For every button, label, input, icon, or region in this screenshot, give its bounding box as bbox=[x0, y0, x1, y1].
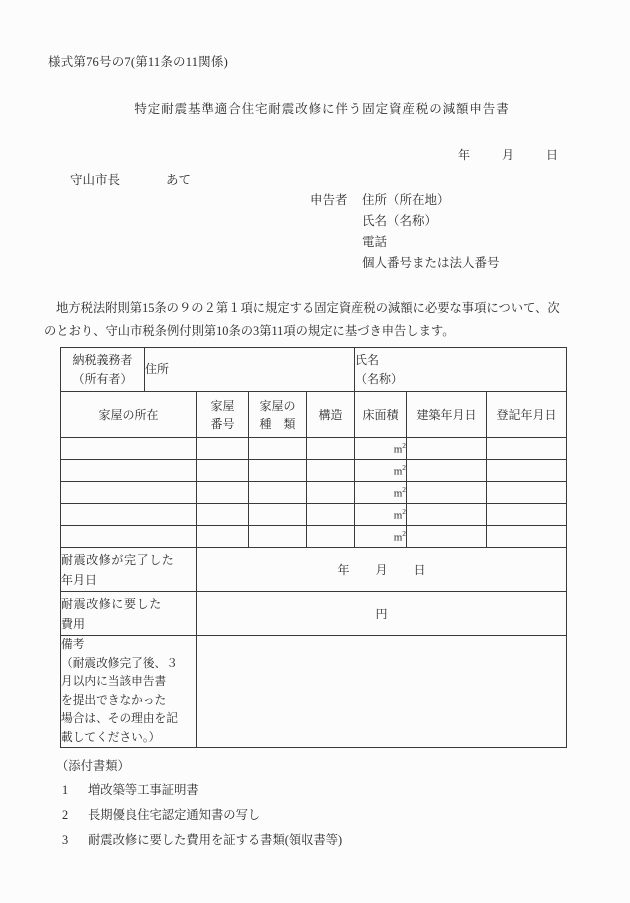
completion-date-label-line2: 年月日 bbox=[61, 572, 98, 587]
completion-day-label: 日 bbox=[413, 563, 426, 577]
applicant-role-label: 申告者 bbox=[310, 193, 348, 207]
attachment-label: 増改築等工事証明書 bbox=[88, 783, 199, 797]
cell-structure[interactable] bbox=[307, 482, 355, 504]
body-paragraph bbox=[44, 297, 584, 343]
completion-date-value[interactable] bbox=[197, 548, 567, 592]
cell-floor-area[interactable] bbox=[355, 482, 407, 504]
completion-date-row bbox=[61, 548, 567, 592]
floor-area-unit: m bbox=[393, 509, 403, 522]
date-day-label: 日 bbox=[545, 148, 558, 162]
col-header-location: 家屋の所在 bbox=[61, 392, 197, 438]
col-header-house-number bbox=[197, 392, 249, 438]
attachment-label: 長期優良住宅認定通知書の写し bbox=[88, 808, 261, 822]
cell-floor-area[interactable] bbox=[355, 526, 407, 548]
addressee-suffix: あて bbox=[166, 173, 192, 187]
list-item bbox=[56, 803, 342, 828]
cell-house-number[interactable] bbox=[197, 460, 249, 482]
col-header-floor-area: 床面積 bbox=[355, 392, 407, 438]
cell-floor-area[interactable] bbox=[355, 504, 407, 526]
cell-build-date[interactable] bbox=[407, 460, 487, 482]
date-line bbox=[458, 146, 558, 163]
remark-label-line1: 備考 bbox=[61, 638, 85, 651]
cell-house-type[interactable] bbox=[249, 504, 307, 526]
cost-label-line2: 費用 bbox=[61, 616, 86, 631]
applicant-block bbox=[310, 190, 500, 274]
table-row bbox=[61, 460, 567, 482]
cost-label-line1: 耐震改修に要した bbox=[61, 596, 162, 611]
cell-structure[interactable] bbox=[307, 504, 355, 526]
cell-location[interactable] bbox=[61, 526, 197, 548]
list-item bbox=[56, 828, 342, 853]
remark-label-line2: （耐震改修完了後、３ bbox=[61, 656, 178, 670]
cell-house-type[interactable] bbox=[249, 438, 307, 460]
owner-name-label-line2: （名称） bbox=[355, 371, 404, 386]
cell-structure[interactable] bbox=[307, 438, 355, 460]
cell-location[interactable] bbox=[61, 438, 197, 460]
cell-floor-area[interactable] bbox=[355, 460, 407, 482]
owner-address-cell[interactable] bbox=[145, 348, 355, 392]
completion-date-label bbox=[61, 548, 197, 592]
cell-register-date[interactable] bbox=[487, 504, 567, 526]
cell-build-date[interactable] bbox=[407, 504, 487, 526]
floor-area-exponent: 2 bbox=[402, 485, 407, 495]
cell-register-date[interactable] bbox=[487, 438, 567, 460]
cell-house-number[interactable] bbox=[197, 438, 249, 460]
remark-label-line5: 場合は、その理由を記 bbox=[61, 712, 178, 725]
floor-area-unit: m bbox=[393, 443, 403, 456]
completion-date-label-line1: 耐震改修が完了した bbox=[61, 552, 175, 567]
floor-area-exponent: 2 bbox=[402, 507, 407, 517]
applicant-name-label: 氏名（名称） bbox=[362, 214, 438, 228]
owner-label-line1: 納税義務者 bbox=[72, 352, 133, 367]
attachment-number: 2 bbox=[62, 808, 69, 822]
table-row bbox=[61, 504, 567, 526]
cost-unit-label: 円 bbox=[375, 607, 388, 621]
applicant-name-row bbox=[310, 211, 500, 232]
applicant-idnumber-row bbox=[310, 253, 500, 274]
floor-area-exponent: 2 bbox=[402, 529, 407, 539]
addressee-name: 守山市長 bbox=[70, 173, 121, 187]
col-header-house-type-line2: 種 類 bbox=[259, 416, 296, 431]
cell-house-number[interactable] bbox=[197, 526, 249, 548]
col-header-house-number-line2: 番号 bbox=[210, 416, 235, 431]
attachments-heading: （添付書類） bbox=[56, 759, 130, 773]
remark-value[interactable] bbox=[197, 636, 567, 748]
cell-house-type[interactable] bbox=[249, 526, 307, 548]
cell-register-date[interactable] bbox=[487, 482, 567, 504]
cell-build-date[interactable] bbox=[407, 482, 487, 504]
completion-year-label: 年 bbox=[337, 563, 350, 577]
col-header-house-type bbox=[249, 392, 307, 438]
cost-row bbox=[61, 592, 567, 636]
remark-label-line3: 月以内に当該申告書 bbox=[61, 675, 167, 688]
cell-structure[interactable] bbox=[307, 526, 355, 548]
cell-structure[interactable] bbox=[307, 460, 355, 482]
cell-house-type[interactable] bbox=[249, 482, 307, 504]
column-header-row bbox=[61, 392, 567, 438]
cell-location[interactable] bbox=[61, 504, 197, 526]
table-row bbox=[61, 482, 567, 504]
floor-area-exponent: 2 bbox=[402, 441, 407, 451]
addressee bbox=[70, 170, 191, 188]
col-header-house-type-line1: 家屋の bbox=[259, 398, 296, 413]
remark-label-line6: 載してください。） bbox=[61, 730, 161, 744]
floor-area-unit: m bbox=[393, 487, 403, 500]
attachments-section bbox=[56, 755, 342, 853]
cell-register-date[interactable] bbox=[487, 460, 567, 482]
date-month-label: 月 bbox=[501, 148, 514, 162]
floor-area-unit: m bbox=[393, 531, 403, 544]
owner-label-cell bbox=[61, 348, 145, 392]
owner-label-line2: （所有者） bbox=[72, 371, 133, 386]
cell-location[interactable] bbox=[61, 460, 197, 482]
applicant-address-label: 住所（所在地） bbox=[362, 193, 450, 207]
cost-label bbox=[61, 592, 197, 636]
floor-area-unit: m bbox=[393, 465, 403, 478]
owner-row bbox=[61, 348, 567, 392]
table-row bbox=[61, 438, 567, 460]
cell-house-number[interactable] bbox=[197, 482, 249, 504]
page-title: 特定耐震基準適合住宅耐震改修に伴う固定資産税の減額申告書 bbox=[134, 102, 510, 116]
col-header-register-date: 登記年月日 bbox=[487, 392, 567, 438]
remark-row bbox=[61, 636, 567, 748]
owner-address-label: 住所 bbox=[145, 362, 170, 376]
owner-name-label-line1: 氏名 bbox=[355, 352, 380, 367]
col-header-build-date: 建築年月日 bbox=[407, 392, 487, 438]
cell-floor-area[interactable] bbox=[355, 438, 407, 460]
applicant-idnumber-label: 個人番号または法人番号 bbox=[362, 256, 500, 270]
floor-area-exponent: 2 bbox=[402, 463, 407, 473]
applicant-phone-label: 電話 bbox=[362, 235, 388, 249]
attachment-number: 1 bbox=[62, 783, 69, 797]
declaration-table bbox=[60, 347, 567, 748]
owner-name-cell[interactable] bbox=[355, 348, 567, 392]
attachment-number: 3 bbox=[62, 833, 69, 847]
cell-location[interactable] bbox=[61, 482, 197, 504]
table-row bbox=[61, 526, 567, 548]
attachment-label: 耐震改修に要した費用を証する書類(領収書等) bbox=[88, 833, 343, 847]
cell-house-number[interactable] bbox=[197, 504, 249, 526]
cell-build-date[interactable] bbox=[407, 526, 487, 548]
remark-label-line4: を提出できなかった bbox=[61, 693, 167, 707]
form-number: 様式第76号の7(第11条の11関係) bbox=[48, 55, 228, 69]
cell-house-type[interactable] bbox=[249, 460, 307, 482]
applicant-address-row bbox=[310, 190, 500, 211]
cost-value[interactable] bbox=[197, 592, 567, 636]
cell-register-date[interactable] bbox=[487, 526, 567, 548]
date-year-label: 年 bbox=[457, 148, 470, 162]
completion-month-label: 月 bbox=[375, 563, 388, 577]
cell-build-date[interactable] bbox=[407, 438, 487, 460]
remark-label bbox=[61, 636, 197, 748]
list-item bbox=[56, 778, 342, 803]
body-line-2: のとおり、守山市税条例付則第10条の3第11項の規定に基づき申告します。 bbox=[44, 324, 455, 338]
body-line-1: 地方税法附則第15条の９の２第１項に規定する固定資産税の減額に必要な事項について、次 bbox=[56, 301, 560, 315]
applicant-phone-row bbox=[310, 232, 500, 253]
col-header-house-number-line1: 家屋 bbox=[210, 398, 235, 413]
col-header-structure: 構造 bbox=[307, 392, 355, 438]
